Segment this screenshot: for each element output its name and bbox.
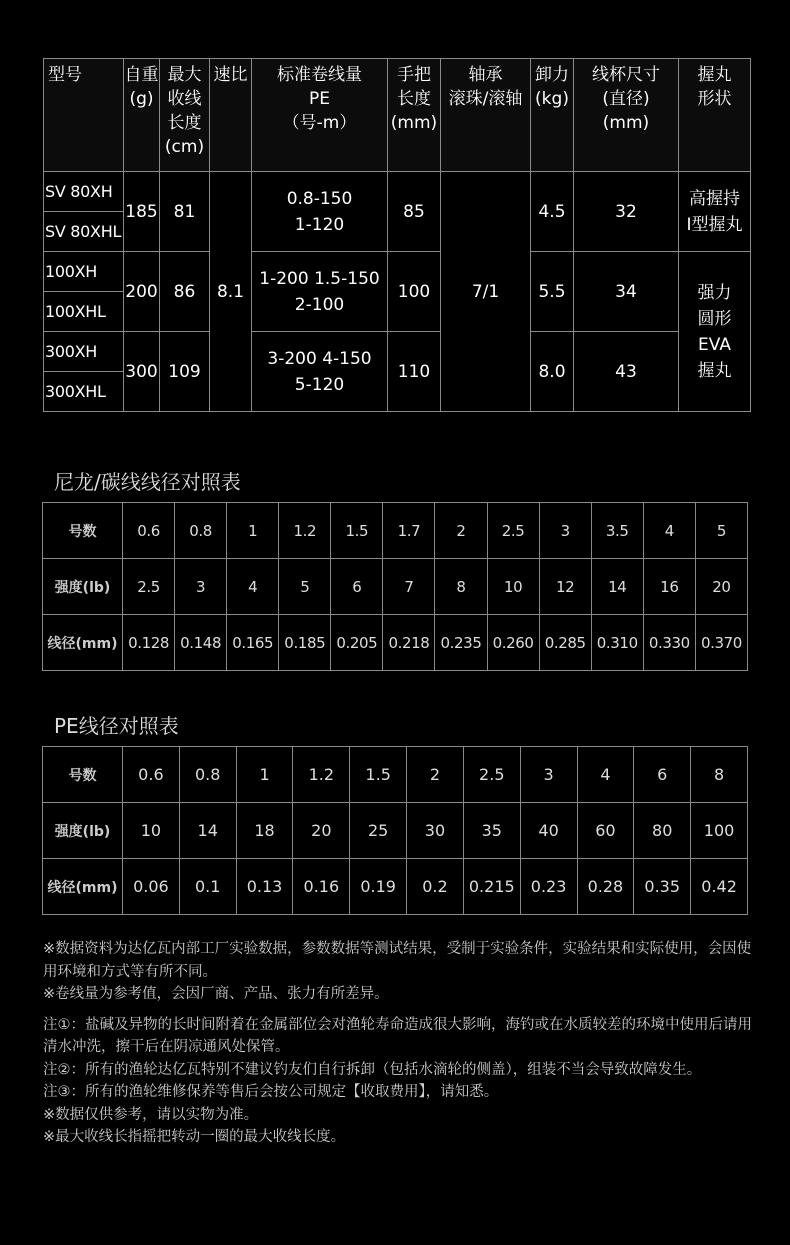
header-weight: 自重 (g)	[124, 59, 160, 172]
capacity-value: 3-200 4-150 5-120	[252, 332, 388, 412]
cell-strength: 16	[643, 559, 695, 615]
cell-diameter: 0.35	[634, 859, 691, 915]
pe-table-title: PE线径对照表	[54, 714, 179, 738]
cell-size: 2	[435, 503, 487, 559]
cell-diameter: 0.260	[487, 615, 539, 671]
ref-row-diameter	[43, 859, 748, 915]
cell-size: 3	[539, 503, 591, 559]
cell-strength: 7	[383, 559, 435, 615]
cell-size: 0.6	[123, 747, 180, 803]
cell-size: 4	[577, 747, 634, 803]
header-bearing: 轴承 滚珠/滚轴	[441, 59, 531, 172]
cell-diameter: 0.16	[293, 859, 350, 915]
ref-row-strength	[43, 559, 748, 615]
max-retrieve-value: 109	[160, 332, 210, 412]
cell-strength: 40	[520, 803, 577, 859]
pe-reference-table	[42, 746, 748, 915]
spec-header-row	[44, 59, 751, 172]
cell-size: 3.5	[591, 503, 643, 559]
cell-size: 0.6	[123, 503, 175, 559]
row-label: 线径(mm)	[43, 859, 123, 915]
cell-diameter: 0.218	[383, 615, 435, 671]
nylon-table-title: 尼龙/碳线线径对照表	[54, 470, 241, 494]
cell-strength: 35	[463, 803, 520, 859]
model-name: 100XHL	[44, 292, 124, 332]
drag-value: 5.5	[531, 252, 574, 332]
note-line: ※最大收线长指摇把转动一圈的最大收线长度。	[43, 1129, 346, 1145]
ratio-value: 8.1	[210, 172, 252, 412]
notes-block	[43, 938, 753, 1149]
cell-diameter: 0.42	[691, 859, 748, 915]
cell-strength: 3	[175, 559, 227, 615]
cell-size: 1	[236, 747, 293, 803]
spec-row	[44, 332, 751, 372]
cell-strength: 14	[591, 559, 643, 615]
note-line: 注②：所有的渔轮达亿瓦特别不建议钓友们自行拆卸（包括水滴轮的侧盖），组装不当会导致故障发生。	[43, 1061, 702, 1078]
header-capacity: 标准卷线量 PE （号-m）	[252, 59, 388, 172]
row-label: 强度(lb)	[43, 803, 123, 859]
cell-diameter: 0.330	[643, 615, 695, 671]
row-label: 强度(lb)	[43, 559, 123, 615]
handle-value: 110	[388, 332, 441, 412]
spec-row	[44, 252, 751, 292]
drag-value: 8.0	[531, 332, 574, 412]
cell-size: 1.5	[350, 747, 407, 803]
cell-diameter: 0.165	[227, 615, 279, 671]
cell-diameter: 0.310	[591, 615, 643, 671]
weight-value: 300	[124, 332, 160, 412]
knob-value: 高握持 I型握丸	[679, 172, 751, 252]
cell-diameter: 0.215	[463, 859, 520, 915]
cell-strength: 20	[695, 559, 747, 615]
cell-diameter: 0.185	[279, 615, 331, 671]
model-name: 300XHL	[44, 372, 124, 412]
ref-row-size	[43, 503, 748, 559]
header-knob: 握丸 形状	[679, 59, 751, 172]
cell-diameter: 0.06	[123, 859, 180, 915]
max-retrieve-value: 81	[160, 172, 210, 252]
spec-row	[44, 172, 751, 212]
cell-diameter: 0.235	[435, 615, 487, 671]
cell-strength: 60	[577, 803, 634, 859]
cell-strength: 2.5	[123, 559, 175, 615]
note-line: ※卷线量为参考值，会因厂商、产品、张力有所差异。	[43, 986, 389, 1002]
cell-strength: 18	[236, 803, 293, 859]
cell-diameter: 0.1	[179, 859, 236, 915]
model-name: 300XH	[44, 332, 124, 372]
cell-strength: 80	[634, 803, 691, 859]
cell-size: 2	[407, 747, 464, 803]
cell-strength: 14	[179, 803, 236, 859]
spool-value: 32	[574, 172, 679, 252]
cell-strength: 8	[435, 559, 487, 615]
knob-value: 强力 圆形 EVA 握丸	[679, 252, 751, 412]
cell-size: 4	[643, 503, 695, 559]
cell-diameter: 0.205	[331, 615, 383, 671]
ref-row-diameter	[43, 615, 748, 671]
model-name: 100XH	[44, 252, 124, 292]
cell-size: 2.5	[463, 747, 520, 803]
drag-value: 4.5	[531, 172, 574, 252]
cell-size: 8	[691, 747, 748, 803]
cell-size: 0.8	[179, 747, 236, 803]
cell-strength: 4	[227, 559, 279, 615]
note-line: 注③：所有的渔轮维修保养等售后会按公司规定【收取费用】，请知悉。	[43, 1084, 499, 1100]
cell-size: 5	[695, 503, 747, 559]
row-label: 号数	[43, 503, 123, 559]
header-max-retrieve: 最大 收线 长度 (cm)	[160, 59, 210, 172]
bearing-value: 7/1	[441, 172, 531, 412]
cell-strength: 6	[331, 559, 383, 615]
cell-size: 1.2	[293, 747, 350, 803]
model-name: SV 80XHL	[44, 212, 124, 252]
weight-value: 200	[124, 252, 160, 332]
header-model: 型号	[44, 59, 124, 172]
cell-strength: 20	[293, 803, 350, 859]
cell-diameter: 0.13	[236, 859, 293, 915]
cell-diameter: 0.285	[539, 615, 591, 671]
header-ratio: 速比	[210, 59, 252, 172]
cell-strength: 10	[123, 803, 180, 859]
capacity-value: 1-200 1.5-150 2-100	[252, 252, 388, 332]
handle-value: 100	[388, 252, 441, 332]
model-name: SV 80XH	[44, 172, 124, 212]
cell-size: 3	[520, 747, 577, 803]
header-handle: 手把 长度 (mm)	[388, 59, 441, 172]
note-line: ※数据仅供参考，请以实物为准。	[43, 1106, 259, 1123]
cell-size: 2.5	[487, 503, 539, 559]
cell-diameter: 0.370	[695, 615, 747, 671]
cell-diameter: 0.128	[123, 615, 175, 671]
header-spool: 线杯尺寸 (直径) (mm)	[574, 59, 679, 172]
reel-spec-table	[43, 58, 751, 412]
row-label: 线径(mm)	[43, 615, 123, 671]
cell-size: 6	[634, 747, 691, 803]
nylon-reference-table	[42, 502, 748, 671]
spool-value: 34	[574, 252, 679, 332]
cell-diameter: 0.23	[520, 859, 577, 915]
row-label: 号数	[43, 747, 123, 803]
ref-row-strength	[43, 803, 748, 859]
cell-strength: 12	[539, 559, 591, 615]
cell-diameter: 0.2	[407, 859, 464, 915]
cell-diameter: 0.148	[175, 615, 227, 671]
cell-size: 1	[227, 503, 279, 559]
note-line: 注①：盐碱及异物的长时间附着在金属部位会对渔轮寿命造成很大影响，海钓或在水质较差的环境中使用后请用清水冲洗，擦干后在阴凉通风处保管。	[43, 1016, 752, 1055]
capacity-value: 0.8-150 1-120	[252, 172, 388, 252]
spool-value: 43	[574, 332, 679, 412]
cell-strength: 10	[487, 559, 539, 615]
cell-strength: 100	[691, 803, 748, 859]
cell-size: 1.5	[331, 503, 383, 559]
ref-row-size	[43, 747, 748, 803]
cell-size: 1.7	[383, 503, 435, 559]
cell-strength: 25	[350, 803, 407, 859]
note-line: ※数据资料为达亿瓦内部工厂实验数据，参数数据等测试结果，受制于实验条件，实验结果和实际使用，会因使用环境和方式等有所不同。	[43, 941, 752, 980]
weight-value: 185	[124, 172, 160, 252]
cell-strength: 30	[407, 803, 464, 859]
cell-size: 1.2	[279, 503, 331, 559]
cell-diameter: 0.28	[577, 859, 634, 915]
max-retrieve-value: 86	[160, 252, 210, 332]
handle-value: 85	[388, 172, 441, 252]
cell-diameter: 0.19	[350, 859, 407, 915]
header-drag: 卸力 (kg)	[531, 59, 574, 172]
cell-size: 0.8	[175, 503, 227, 559]
cell-strength: 5	[279, 559, 331, 615]
